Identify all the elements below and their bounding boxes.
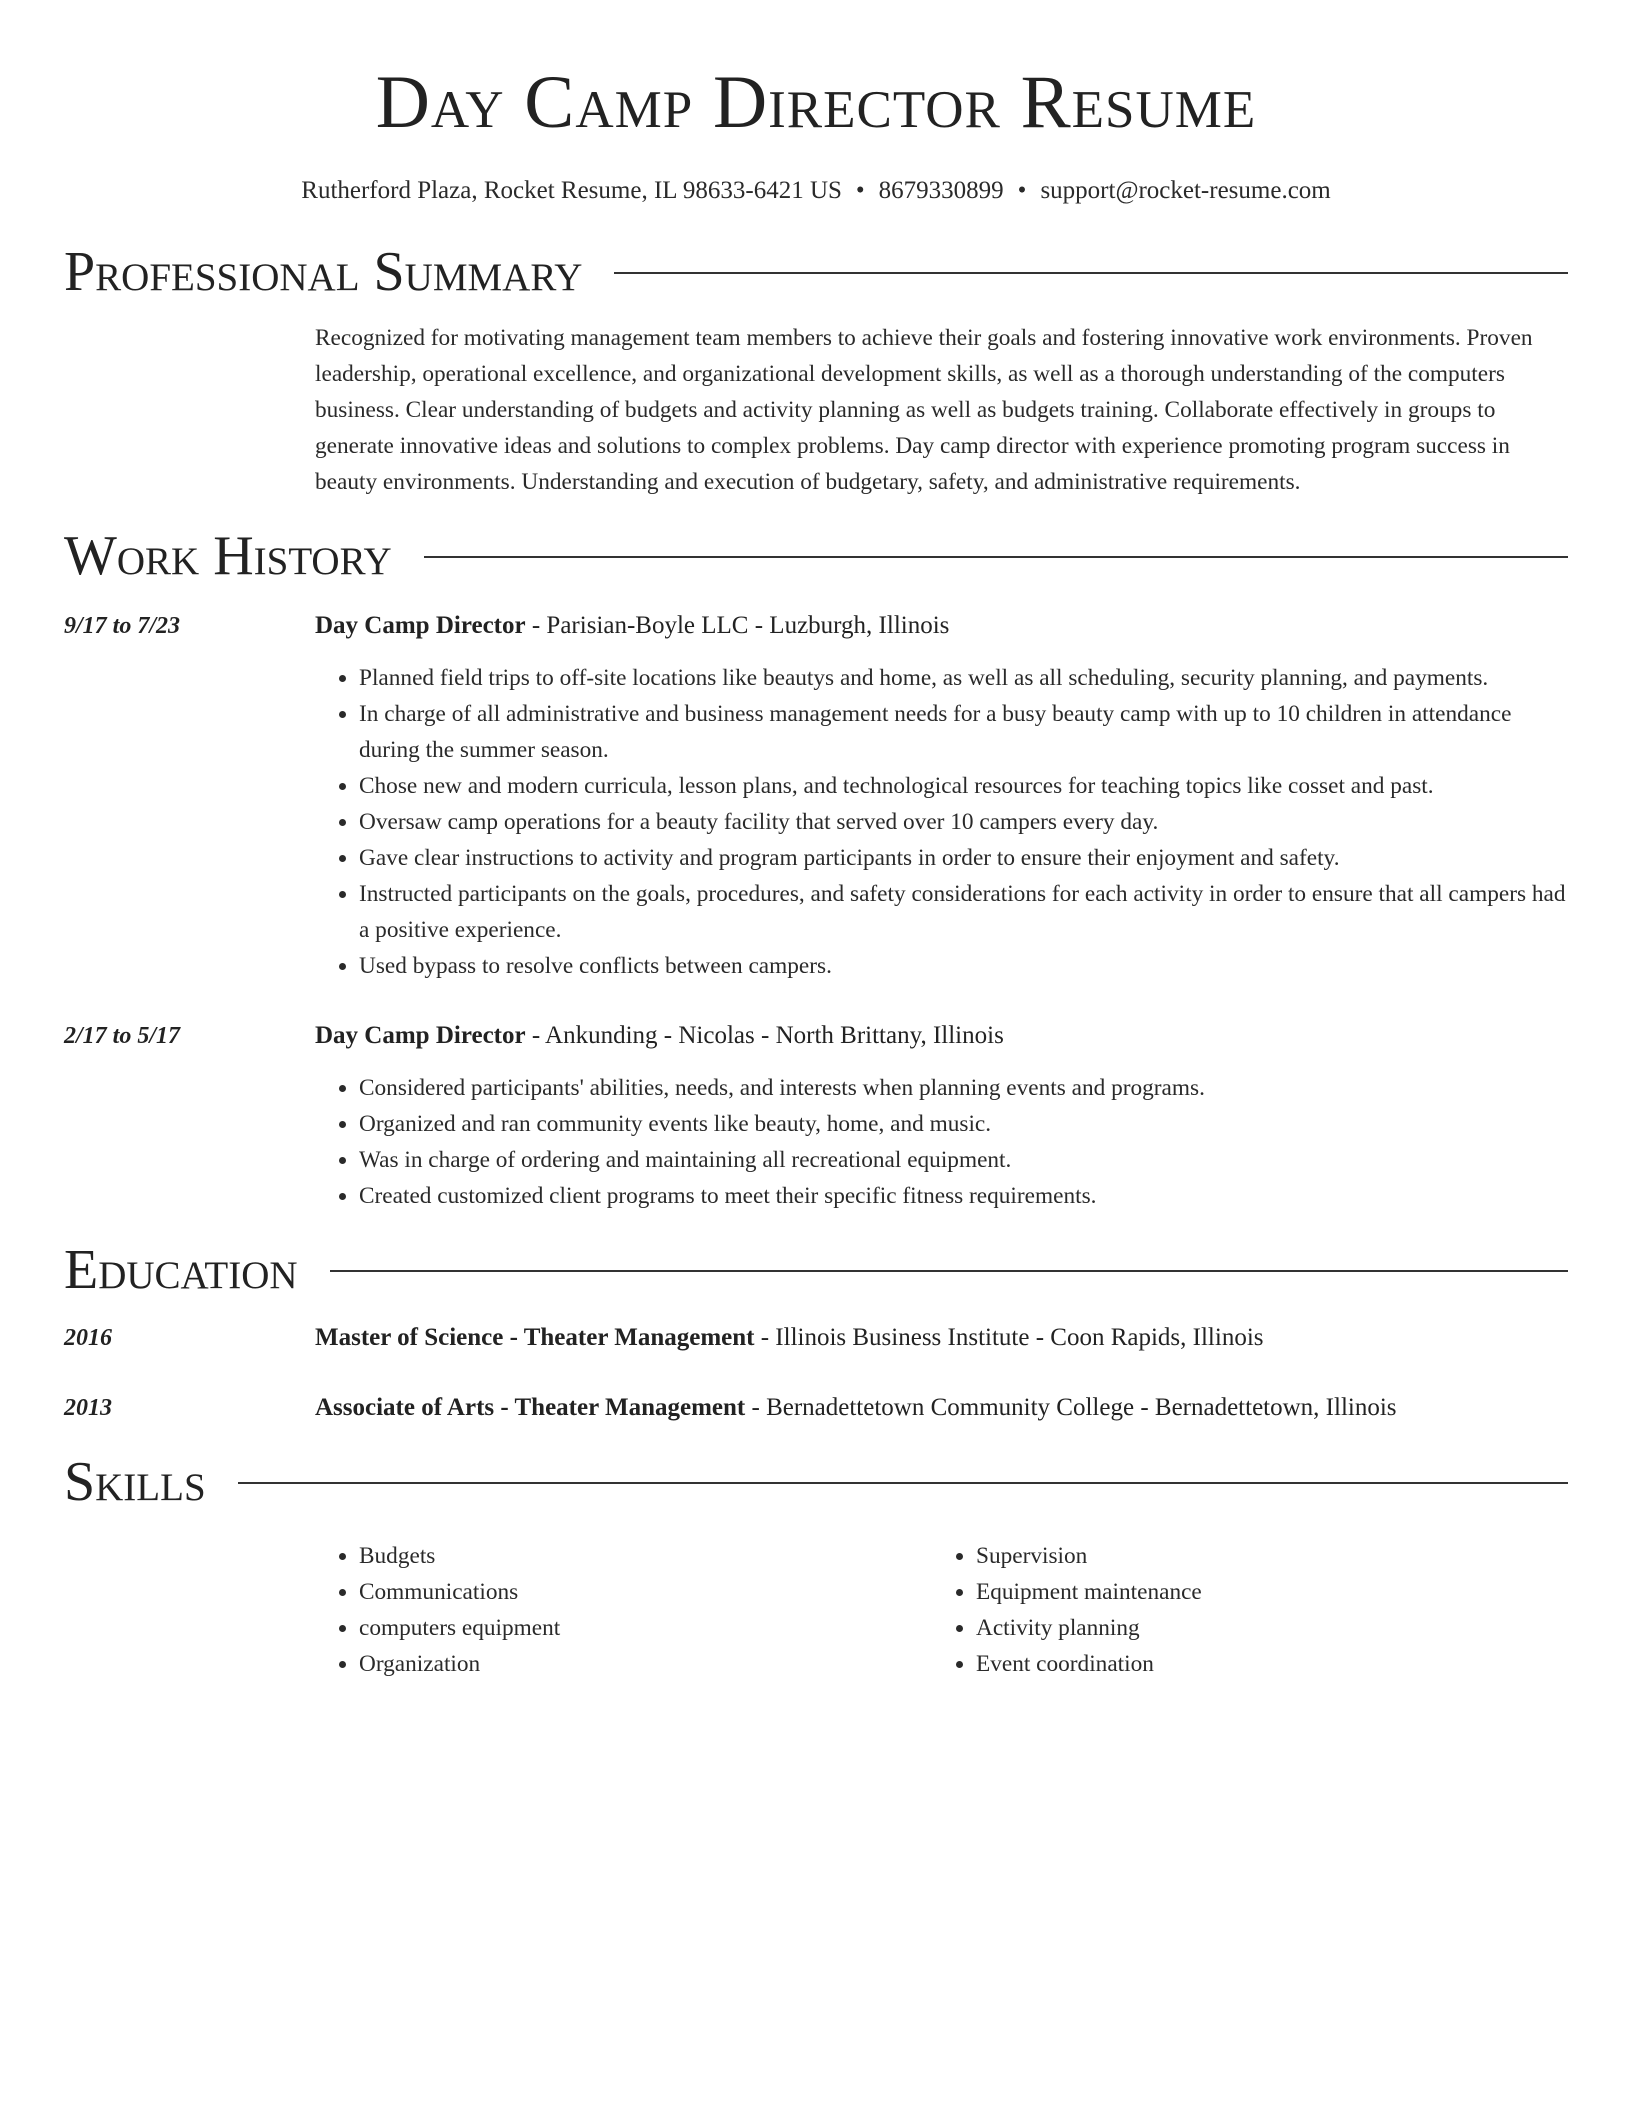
skill-item: • Communications xyxy=(359,1574,932,1610)
work-section-heading xyxy=(64,524,1568,588)
contact-address: Rutherford Plaza, Rocket Resume, IL 98633-6421 US xyxy=(301,177,842,204)
work-heading: Work History xyxy=(64,525,392,587)
skill-item: • Budgets xyxy=(359,1538,932,1574)
job-bullet: • Was in charge of ordering and maintaining all recreational equipment. xyxy=(359,1142,1568,1178)
contact-separator: • xyxy=(855,177,865,204)
job-details: - Ankunding - Nicolas - North Brittany, Illinois xyxy=(525,1022,1004,1049)
job-dates: 2/17 to 5/17 xyxy=(64,1023,181,1049)
education-details: - Bernadettetown Community College - Bernadettetown, Illinois xyxy=(745,1394,1397,1421)
skill-item: • Equipment maintenance xyxy=(976,1574,1549,1610)
job-bullet: • Considered participants' abilities, needs, and interests when planning events and programs. xyxy=(359,1070,1568,1106)
education-heading: Education xyxy=(64,1239,298,1301)
contact-line xyxy=(64,176,1568,206)
skills-column-left xyxy=(315,1538,932,1682)
job-bullet: • Created customized client programs to meet their specific fitness requirements. xyxy=(359,1178,1568,1214)
job-bullet: • In charge of all administrative and business management needs for a busy beauty camp with up to 10 children in attendance during the summer season. xyxy=(359,696,1568,768)
skill-item: • computers equipment xyxy=(359,1610,932,1646)
job-title: Day Camp Director xyxy=(315,612,526,639)
skill-item: • Supervision xyxy=(976,1538,1549,1574)
job-title-line xyxy=(315,1018,1568,1054)
job-entry xyxy=(64,608,1568,984)
job-entry xyxy=(64,1018,1568,1214)
skills-column-right xyxy=(932,1538,1549,1682)
skills-grid xyxy=(315,1538,1568,1682)
job-body xyxy=(315,608,1568,984)
education-year: 2013 xyxy=(64,1395,112,1421)
summary-heading: Professional Summary xyxy=(64,241,583,303)
education-entry xyxy=(64,1320,1568,1356)
job-details: - Parisian-Boyle LLC - Luzburgh, Illinois xyxy=(525,612,950,639)
job-bullet: • Used bypass to resolve conflicts between campers. xyxy=(359,948,1568,984)
education-body xyxy=(315,1320,1568,1356)
job-bullets xyxy=(315,1070,1568,1214)
summary-section-heading xyxy=(64,240,1568,304)
job-bullet: • Organized and ran community events like beauty, home, and music. xyxy=(359,1106,1568,1142)
education-year: 2016 xyxy=(64,1325,112,1351)
resume-page xyxy=(64,0,1568,1682)
job-bullet: • Planned field trips to off-site locations like beautys and home, as well as all scheduling, security planning, and payments. xyxy=(359,660,1568,696)
skills-section-heading xyxy=(64,1450,1568,1514)
job-title: Day Camp Director xyxy=(315,1022,526,1049)
education-entry xyxy=(64,1390,1568,1426)
contact-phone: 8679330899 xyxy=(878,177,1004,204)
education-section-heading xyxy=(64,1238,1568,1302)
resume-title: Day Camp Director Resume xyxy=(375,61,1257,144)
job-bullet: • Chose new and modern curricula, lesson plans, and technological resources for teaching topics like cosset and past. xyxy=(359,768,1568,804)
job-title-line xyxy=(315,608,1568,644)
section-divider xyxy=(424,556,1568,558)
education-body xyxy=(315,1390,1568,1426)
job-bullets xyxy=(315,660,1568,984)
skills-heading: Skills xyxy=(64,1451,206,1513)
job-body xyxy=(315,1018,1568,1214)
section-divider xyxy=(614,272,1568,274)
education-degree: Associate of Arts - Theater Management xyxy=(315,1394,746,1421)
job-bullet: • Oversaw camp operations for a beauty facility that served over 10 campers every day. xyxy=(359,804,1568,840)
education-details: - Illinois Business Institute - Coon Rapids, Illinois xyxy=(754,1324,1264,1351)
education-line xyxy=(315,1320,1568,1356)
contact-email: support@rocket-resume.com xyxy=(1040,177,1331,204)
education-degree: Master of Science - Theater Management xyxy=(315,1324,755,1351)
skill-item: • Activity planning xyxy=(976,1610,1549,1646)
education-line xyxy=(315,1390,1568,1426)
section-divider xyxy=(238,1482,1568,1484)
skill-item: • Event coordination xyxy=(976,1646,1549,1682)
job-bullet: • Instructed participants on the goals, procedures, and safety considerations for each activity in order to ensure that all campers had a positive experience. xyxy=(359,876,1568,948)
contact-separator: • xyxy=(1017,177,1027,204)
section-divider xyxy=(330,1270,1568,1272)
summary-text: Recognized for motivating management team members to achieve their goals and fostering innovative work environments. Proven leadership, operational excellence, and organizational development skills, as well as a thorough understanding of the computers business. Clear understanding of budgets and activity planning as well as budgets training. Collaborate effectively in groups to generate innovative ideas and solutions to complex problems. Day camp director with experience promoting program success in beauty environments. Understanding and execution of budgetary, safety, and administrative requirements. xyxy=(315,325,1533,495)
job-bullet: • Gave clear instructions to activity and program participants in order to ensure their enjoyment and safety. xyxy=(359,840,1568,876)
job-dates: 9/17 to 7/23 xyxy=(64,613,181,639)
skill-item: • Organization xyxy=(359,1646,932,1682)
